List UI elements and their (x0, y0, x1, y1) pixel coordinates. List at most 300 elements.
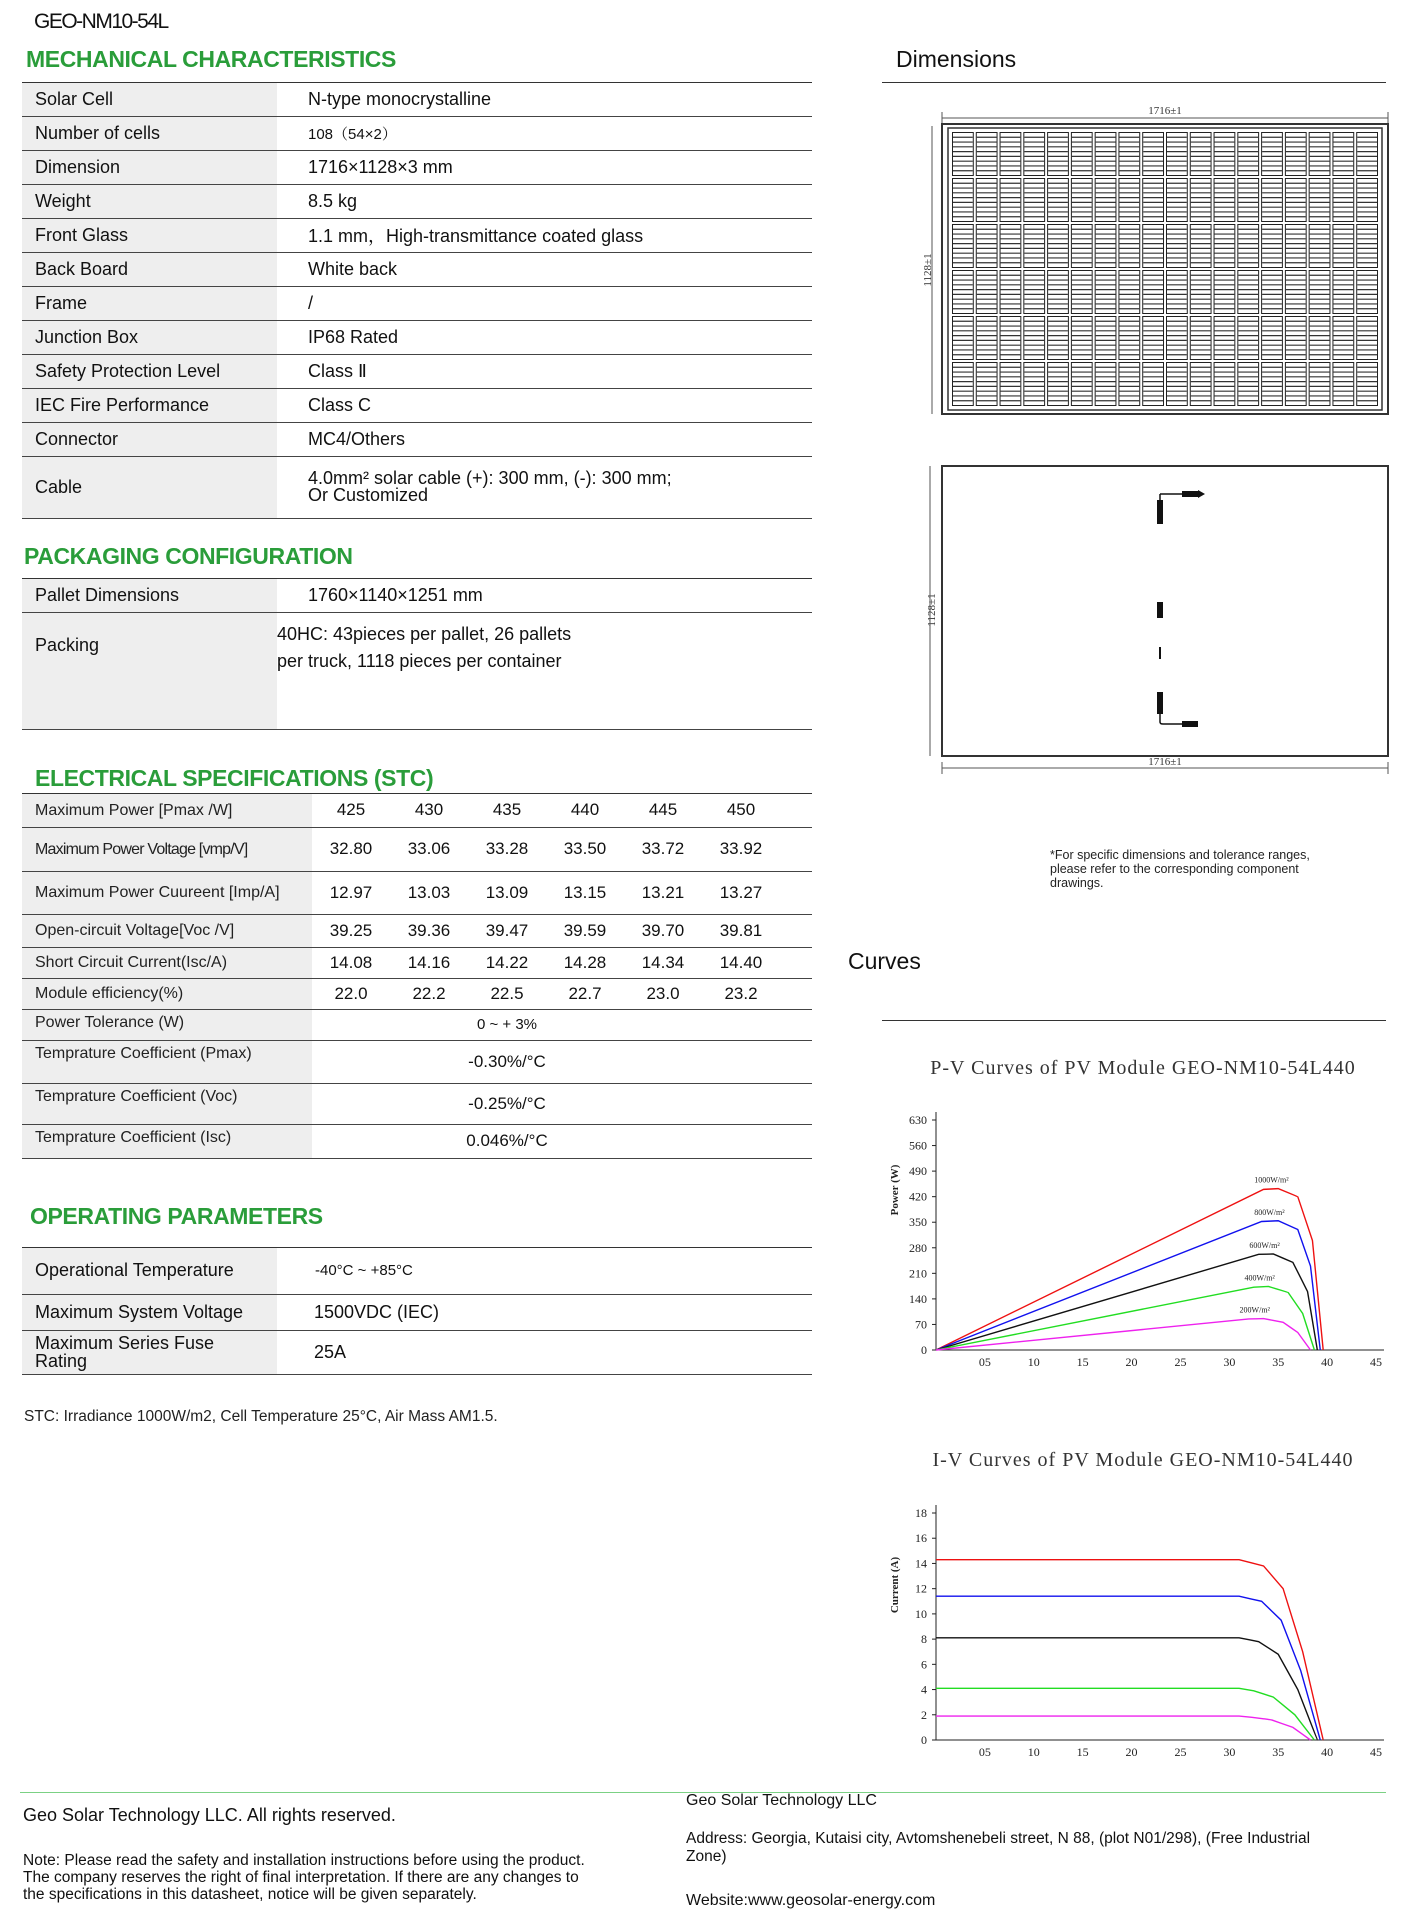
fuse-label-line: Rating (35, 1351, 88, 1371)
y-tick-label: 280 (909, 1240, 927, 1255)
solar-cell (1167, 133, 1188, 176)
table-row (22, 1009, 812, 1040)
x-tick-label: 45 (1370, 1745, 1382, 1759)
solar-cell (1262, 363, 1283, 406)
elec-label: Open-circuit Voltage[Voc /V] (22, 914, 312, 947)
iv-chart-title: I-V Curves of PV Module GEO-NM10-54L440 (932, 1449, 1354, 1471)
elec-value: 13.09 (468, 871, 546, 914)
solar-cell (1024, 225, 1045, 268)
elec-value: 12.97 (312, 871, 390, 914)
solar-cell (953, 133, 974, 176)
curves-rule (882, 1020, 1386, 1021)
solar-cell (1048, 225, 1069, 268)
elec-value: 39.59 (546, 914, 624, 947)
elec-value: 14.28 (546, 947, 624, 978)
elec-value: 22.5 (468, 978, 546, 1009)
series-label: 200W/m² (1239, 1305, 1270, 1315)
dimensions-title: Dimensions (896, 46, 1017, 72)
elec-value: 39.25 (312, 914, 390, 947)
x-tick-label: 40 (1321, 1745, 1334, 1759)
solar-cell (1071, 179, 1092, 222)
table-row (22, 827, 812, 871)
packaging-table (22, 579, 812, 730)
solar-cell (1309, 363, 1330, 406)
electrical-title: ELECTRICAL SPECIFICATIONS (STC) (35, 765, 434, 791)
spec-value: 1716×1128×3 mm (277, 150, 812, 184)
solar-cell (1190, 363, 1211, 406)
solar-cell (1119, 317, 1140, 360)
table-row (22, 286, 812, 320)
spec-label: Number of cells (22, 116, 277, 150)
curves-title: Curves (848, 948, 921, 974)
table-row (22, 1330, 812, 1374)
solar-cell (1262, 317, 1283, 360)
elec-value: 0 ~ + 3% (312, 1009, 812, 1040)
spec-label: Dimension (22, 150, 277, 184)
solar-cell (1285, 271, 1306, 314)
spec-value: Class C (277, 388, 812, 422)
series-line (936, 1560, 1323, 1740)
y-tick-label: 14 (915, 1556, 927, 1571)
solar-cell (1285, 133, 1306, 176)
solar-cell (1238, 179, 1259, 222)
y-tick-label: 70 (915, 1317, 927, 1332)
solar-cell (1119, 225, 1140, 268)
cable-label: Cable (22, 456, 277, 518)
table-row (22, 456, 812, 518)
packing-value (277, 612, 812, 729)
elec-value: -0.25%/°C (312, 1083, 812, 1124)
solar-cell (1357, 363, 1378, 406)
solar-cell (1095, 363, 1116, 406)
elec-value: 39.47 (468, 914, 546, 947)
table-row (22, 1294, 812, 1330)
solar-cell (1262, 179, 1283, 222)
x-tick-label: 20 (1125, 1355, 1138, 1369)
table-row (22, 579, 812, 612)
solar-cell (1238, 225, 1259, 268)
solar-cell (1048, 317, 1069, 360)
solar-cell (1119, 271, 1140, 314)
solar-cell (1143, 225, 1164, 268)
operating-title: OPERATING PARAMETERS (30, 1203, 323, 1229)
solar-cell (1238, 317, 1259, 360)
elec-value: 14.34 (624, 947, 702, 978)
series-line (936, 1716, 1310, 1740)
footer-note-line: The company reserves the right of final interpretation. If there are any changes to (23, 1869, 579, 1886)
elec-value: 0.046%/°C (312, 1124, 812, 1158)
y-tick-label: 8 (921, 1632, 927, 1647)
footer-company: Geo Solar Technology LLC (686, 1792, 877, 1809)
series-label: 1000W/m² (1254, 1175, 1289, 1185)
elec-value: 14.40 (702, 947, 780, 978)
solar-cell (1190, 271, 1211, 314)
solar-cell (1071, 317, 1092, 360)
solar-cell (1238, 271, 1259, 314)
cable-value-line: Or Customized (308, 485, 429, 505)
junction-box-icon (1157, 602, 1163, 618)
solar-cell (1285, 225, 1306, 268)
dimensions-rule (882, 82, 1386, 83)
stc-note: STC: Irradiance 1000W/m2, Cell Temperature 25°C, Air Mass AM1.5. (24, 1408, 498, 1425)
elec-value: 39.70 (624, 914, 702, 947)
solar-cell (1095, 179, 1116, 222)
elec-value: 33.72 (624, 827, 702, 871)
table-row (22, 794, 812, 827)
pallet-value: 1760×1140×1251 mm (277, 579, 812, 612)
spec-value: 1.1 mm，High-transmittance coated glass (277, 218, 812, 252)
elec-value: 32.80 (312, 827, 390, 871)
cable-value-line: 4.0mm² solar cable (+): 300 mm, (-): 300 mm; (308, 468, 672, 488)
x-tick-label: 15 (1076, 1355, 1089, 1369)
x-tick-label: 20 (1125, 1745, 1138, 1759)
iv-plot-area (915, 1505, 1384, 1759)
solar-cell (1167, 317, 1188, 360)
solar-cell (1167, 225, 1188, 268)
solar-cell (1214, 271, 1235, 314)
spec-label: Front Glass (22, 218, 277, 252)
packing-line: 40HC: 43pieces per pallet, 26 pallets (277, 623, 572, 644)
solar-cell (1119, 363, 1140, 406)
solar-cell (1309, 179, 1330, 222)
solar-cell (1238, 133, 1259, 176)
table-row (22, 612, 812, 729)
spec-value: MC4/Others (277, 422, 812, 456)
solar-cell (976, 317, 997, 360)
y-tick-label: 560 (909, 1138, 927, 1153)
solar-cell (1167, 271, 1188, 314)
spec-value: White back (277, 252, 812, 286)
spec-label: Connector (22, 422, 277, 456)
solar-cell (1309, 317, 1330, 360)
solar-cell (976, 133, 997, 176)
packaging-title: PACKAGING CONFIGURATION (24, 543, 353, 569)
electrical-table (22, 794, 812, 1159)
elec-value: 430 (390, 794, 468, 827)
x-tick-label: 40 (1321, 1355, 1334, 1369)
elec-value: 22.2 (390, 978, 468, 1009)
spec-label: Frame (22, 286, 277, 320)
table-row (22, 83, 812, 116)
y-tick-label: 0 (921, 1343, 927, 1357)
y-tick-label: 12 (915, 1581, 927, 1596)
footer-address-line: Address: Georgia, Kutaisi city, Avtomshenebeli street, N 88, (plot N01/298), (Free Industrial (686, 1830, 1311, 1847)
elec-value: -0.30%/°C (312, 1040, 812, 1083)
elec-label: Temprature Coefficient (Pmax) (22, 1040, 312, 1083)
y-tick-label: 16 (915, 1531, 927, 1546)
y-tick-label: 0 (921, 1733, 927, 1747)
x-tick-label: 05 (978, 1355, 991, 1369)
elec-value: 425 (312, 794, 390, 827)
elec-value: 39.36 (390, 914, 468, 947)
elec-value: 435 (468, 794, 546, 827)
x-tick-label: 15 (1076, 1745, 1089, 1759)
solar-cell (1048, 179, 1069, 222)
x-tick-label: 10 (1027, 1745, 1040, 1759)
elec-value: 13.03 (390, 871, 468, 914)
solar-cell (1309, 225, 1330, 268)
table-row (22, 218, 812, 252)
solar-cell (1262, 271, 1283, 314)
elec-label: Power Tolerance (W) (22, 1009, 312, 1040)
solar-cell (1214, 133, 1235, 176)
table-row (22, 1124, 812, 1158)
back-width-label: 1716±1 (1148, 756, 1182, 768)
mechanical-table (22, 83, 812, 519)
solar-cell (1357, 179, 1378, 222)
footer-note-line: the specifications in this datasheet, notice will be given separately. (23, 1886, 477, 1903)
spec-label: Junction Box (22, 320, 277, 354)
packing-label: Packing (22, 612, 277, 729)
solar-cell (1214, 363, 1235, 406)
table-row (22, 388, 812, 422)
cable-value (277, 456, 812, 518)
solar-cell (1143, 271, 1164, 314)
elec-value: 13.27 (702, 871, 780, 914)
solar-cell (953, 271, 974, 314)
y-tick-label: 10 (915, 1606, 927, 1621)
elec-value: 450 (702, 794, 780, 827)
table-row (22, 1248, 812, 1294)
y-tick-label: 350 (909, 1215, 927, 1230)
solar-cell (1333, 317, 1354, 360)
elec-value: 14.16 (390, 947, 468, 978)
solar-cell (1238, 363, 1259, 406)
spec-value: 8.5 kg (277, 184, 812, 218)
table-row (22, 947, 812, 978)
series-line (936, 1254, 1317, 1350)
pv-chart-title: P-V Curves of PV Module GEO-NM10-54L440 (930, 1057, 1356, 1079)
solar-cell (1214, 225, 1235, 268)
elec-value: 14.22 (468, 947, 546, 978)
elec-value: 33.92 (702, 827, 780, 871)
solar-cell (1357, 225, 1378, 268)
x-tick-label: 25 (1174, 1745, 1187, 1759)
note-line: drawings. (1050, 876, 1104, 890)
solar-cell (1333, 363, 1354, 406)
x-tick-label: 35 (1272, 1745, 1285, 1759)
series-label: 400W/m² (1244, 1273, 1275, 1283)
x-tick-label: 30 (1223, 1355, 1236, 1369)
solar-cell (1214, 317, 1235, 360)
elec-value: 440 (546, 794, 624, 827)
solar-cell (1024, 179, 1045, 222)
spec-value: 108（54×2） (277, 116, 812, 150)
table-row (22, 150, 812, 184)
solar-cell (1048, 133, 1069, 176)
spec-value: / (277, 286, 812, 320)
footer-note-line: Note: Please read the safety and installation instructions before using the product. (23, 1852, 585, 1869)
solar-cell (976, 363, 997, 406)
table-row (22, 252, 812, 286)
solar-cell (1143, 179, 1164, 222)
elec-label: Module efficiency(%) (22, 978, 312, 1009)
solar-cell (1214, 179, 1235, 222)
spec-value: N-type monocrystalline (277, 83, 812, 116)
solar-cell (1000, 317, 1021, 360)
x-tick-label: 30 (1223, 1745, 1236, 1759)
pallet-label: Pallet Dimensions (22, 579, 277, 612)
solar-cell (1309, 133, 1330, 176)
elec-label: Short Circuit Current(Isc/A) (22, 947, 312, 978)
solar-cell (1071, 271, 1092, 314)
solar-cell (1000, 179, 1021, 222)
fuse-label-line: Maximum Series Fuse (35, 1333, 215, 1353)
solar-cell (1000, 225, 1021, 268)
pv-chart (880, 1050, 1390, 1370)
front-width-label: 1716±1 (1148, 105, 1182, 117)
table-row (22, 320, 812, 354)
solar-cell (1190, 225, 1211, 268)
back-height-label: 1128±1 (926, 593, 938, 627)
fuse-value: 25A (277, 1330, 812, 1374)
x-tick-label: 25 (1174, 1355, 1187, 1369)
solar-cell (1357, 271, 1378, 314)
elec-value: 22.7 (546, 978, 624, 1009)
table-row (22, 184, 812, 218)
elec-value: 13.15 (546, 871, 624, 914)
solar-cell (1333, 179, 1354, 222)
solar-cell (1285, 363, 1306, 406)
spec-label: Back Board (22, 252, 277, 286)
solar-cell (1262, 133, 1283, 176)
dimension-note (1050, 848, 1310, 890)
elec-label: Maximum Power [Pmax /W] (22, 794, 312, 827)
elec-pad (780, 871, 812, 914)
solar-cell (953, 317, 974, 360)
max-voltage-value: 1500VDC (IEC) (277, 1294, 812, 1330)
solar-cell (1167, 179, 1188, 222)
solar-cell (1167, 363, 1188, 406)
elec-value: 445 (624, 794, 702, 827)
fuse-label (22, 1330, 277, 1374)
table-row (22, 1040, 812, 1083)
y-tick-label: 420 (909, 1189, 927, 1204)
footer-rights: Geo Solar Technology LLC. All rights reserved. (23, 1805, 396, 1825)
elec-pad (780, 914, 812, 947)
solar-cell (1190, 317, 1211, 360)
solar-cell (1024, 271, 1045, 314)
spec-value: Class Ⅱ (277, 354, 812, 388)
elec-label: Temprature Coefficient (Voc) (22, 1083, 312, 1124)
x-tick-label: 45 (1370, 1355, 1382, 1369)
op-temp-label: Operational Temperature (22, 1248, 277, 1294)
footer-note (23, 1852, 585, 1903)
solar-cell (1143, 133, 1164, 176)
solar-cell (1095, 317, 1116, 360)
elec-pad (780, 827, 812, 871)
spec-label: Safety Protection Level (22, 354, 277, 388)
solar-cell (1119, 133, 1140, 176)
table-row (22, 914, 812, 947)
solar-cell (1119, 179, 1140, 222)
spec-label: IEC Fire Performance (22, 388, 277, 422)
solar-cell (1048, 271, 1069, 314)
solar-cell (1095, 271, 1116, 314)
packing-line: per truck, 1118 pieces per container (277, 650, 562, 671)
table-row (22, 978, 812, 1009)
series-label: 600W/m² (1249, 1240, 1280, 1250)
max-voltage-label: Maximum System Voltage (22, 1294, 277, 1330)
elec-label: Maximum Power Cuureent [Imp/A] (22, 871, 312, 914)
solar-cell (1190, 133, 1211, 176)
footer-address-line: Zone) (686, 1848, 727, 1865)
spec-value: IP68 Rated (277, 320, 812, 354)
table-row (22, 116, 812, 150)
x-tick-label: 05 (978, 1745, 991, 1759)
x-tick-label: 10 (1027, 1355, 1040, 1369)
solar-cell (1095, 225, 1116, 268)
solar-cell (1143, 363, 1164, 406)
y-tick-label: 18 (915, 1506, 927, 1520)
solar-cell (976, 179, 997, 222)
pv-y-label: Power (W) (889, 1164, 901, 1216)
solar-cell (1000, 271, 1021, 314)
solar-cell (1048, 363, 1069, 406)
solar-cell (953, 363, 974, 406)
elec-pad (780, 978, 812, 1009)
junction-box-icon (1159, 647, 1161, 659)
table-row (22, 871, 812, 914)
front-height-label: 1128±1 (922, 253, 934, 287)
solar-cell (1071, 225, 1092, 268)
series-line (936, 1688, 1314, 1740)
y-tick-label: 140 (909, 1291, 927, 1306)
spec-label: Weight (22, 184, 277, 218)
elec-value: 23.0 (624, 978, 702, 1009)
mechanical-title: MECHANICAL CHARACTERISTICS (26, 46, 396, 72)
solar-cell (953, 179, 974, 222)
solar-cell (1024, 363, 1045, 406)
solar-cell (1309, 271, 1330, 314)
elec-value: 33.06 (390, 827, 468, 871)
solar-cell (1024, 317, 1045, 360)
solar-cell (1357, 317, 1378, 360)
solar-cell (1333, 225, 1354, 268)
solar-cell (1000, 363, 1021, 406)
elec-value: 13.21 (624, 871, 702, 914)
elec-value: 23.2 (702, 978, 780, 1009)
elec-label: Maximum Power Voltage [vmp/V] (22, 827, 312, 871)
model-name: GEO-NM10-54L (34, 10, 168, 33)
elec-value: 39.81 (702, 914, 780, 947)
y-tick-label: 6 (921, 1657, 927, 1672)
note-line: *For specific dimensions and tolerance ranges, (1050, 848, 1310, 862)
front-view-drawing (920, 100, 1390, 420)
solar-cell (1285, 317, 1306, 360)
solar-cell (1357, 133, 1378, 176)
solar-cell (1333, 271, 1354, 314)
solar-cell (1095, 133, 1116, 176)
solar-cell (1262, 225, 1283, 268)
table-row (22, 1083, 812, 1124)
elec-pad (780, 794, 812, 827)
y-tick-label: 2 (921, 1707, 927, 1722)
pv-plot-area (909, 1112, 1384, 1369)
solar-cell (1143, 317, 1164, 360)
solar-cell (1285, 179, 1306, 222)
back-view-drawing (920, 460, 1390, 780)
solar-cell (1071, 133, 1092, 176)
solar-cell (1000, 133, 1021, 176)
elec-pad (780, 947, 812, 978)
operating-table (22, 1248, 812, 1375)
note-line: please refer to the corresponding component (1050, 862, 1299, 876)
y-tick-label: 490 (909, 1164, 927, 1179)
solar-cell (976, 225, 997, 268)
spec-label: Solar Cell (22, 83, 277, 116)
elec-value: 14.08 (312, 947, 390, 978)
